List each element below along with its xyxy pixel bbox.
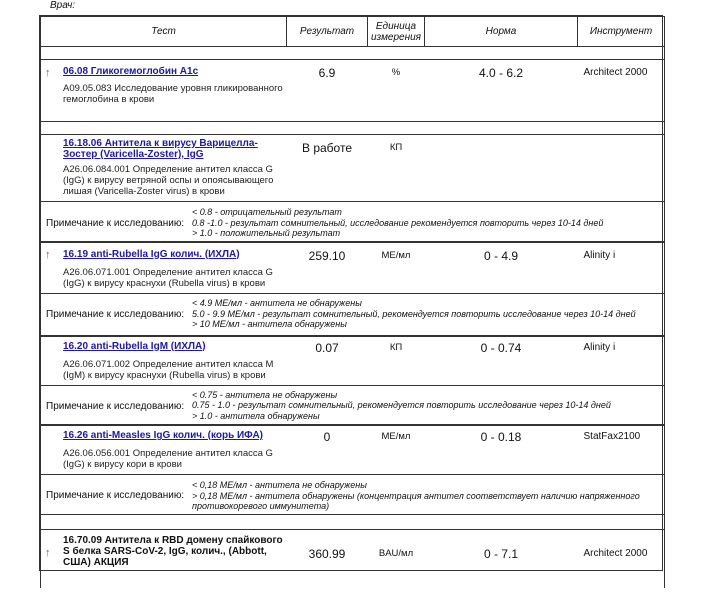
test-description: A26.06.084.001 Определение антител класса G (IgG) к вирусу ветряной оспы и опоясывающего лишая (Varicella-Zoster virus) в крови <box>63 164 274 197</box>
spacer-row <box>41 47 665 60</box>
result-value: 259.10 <box>287 242 368 294</box>
table-header-row <box>41 17 665 47</box>
test-code-label: 16.70.09 Антитела к RBD домену спайкового S белка SARS-CoV-2, IgG, колич., (Abbott, США) АКЦИЯ <box>63 535 283 568</box>
note-text: < 0.75 - антитела не обнаружены 0.75 - 1.0 - результат сомнительный, рекомендуется повторить исследование через 10-14 дней > 1.0 - антитела обнаружены <box>192 389 611 421</box>
note-row <box>41 202 665 242</box>
result-value: 0.07 <box>287 336 368 386</box>
test-code-link[interactable]: 16.19 anti-Rubella IgG колич. (ИХЛА) <box>63 248 240 260</box>
unit-value: % <box>368 60 425 122</box>
norm-value: 0 - 4.9 <box>425 242 578 294</box>
table-row <box>41 425 665 475</box>
high-flag-icon: ↑ <box>45 67 51 79</box>
doctor-label: Врач: <box>50 0 76 11</box>
spacer-row <box>41 122 665 135</box>
results-table <box>40 16 665 588</box>
norm-value: 0 - 0.18 <box>425 425 578 475</box>
instrument-value: Alinity i <box>578 242 665 294</box>
header-unit: Единица измерения <box>368 17 425 47</box>
table-row <box>41 242 665 294</box>
norm-value: 4.0 - 6.2 <box>425 60 578 122</box>
header-instrument: Инструмент <box>578 17 665 47</box>
note-row <box>41 385 665 425</box>
test-code-link[interactable]: 16.20 anti-Rubella IgM (ИХЛА) <box>63 340 206 352</box>
unit-value: МЕ/мл <box>368 425 425 475</box>
note-label: Примечание к исследованию: <box>46 400 185 412</box>
high-flag-icon: ↑ <box>45 248 51 261</box>
test-code-link[interactable]: 06.08 Гликогемоглобин A1c <box>63 66 199 77</box>
header-norm: Норма <box>425 17 578 47</box>
test-description: A26.06.071.002 Определение антител класса M (IgM) к вирусу краснухи (Rubella virus) в крови <box>63 358 274 381</box>
unit-value: BAU/мл <box>368 530 425 588</box>
instrument-value: StatFax2100 <box>578 425 665 475</box>
unit-value: КП <box>368 135 425 202</box>
note-row <box>41 475 665 515</box>
table-row <box>41 336 665 386</box>
instrument-value <box>578 135 665 202</box>
note-row <box>41 294 665 336</box>
spacer-row <box>41 515 665 530</box>
instrument-value: Alinity i <box>578 336 665 386</box>
result-value: 0 <box>287 425 368 475</box>
note-label: Примечание к исследованию: <box>46 218 185 229</box>
norm-value: 0 - 7.1 <box>425 530 578 588</box>
norm-value: 0 - 0.74 <box>425 336 578 386</box>
instrument-value: Architect 2000 <box>578 60 665 122</box>
unit-value: КП <box>368 336 425 386</box>
test-code-link[interactable]: 16.26 anti-Measles IgG колич. (корь ИФА) <box>63 430 264 441</box>
note-label: Примечание к исследованию: <box>46 490 185 501</box>
result-value: В работе <box>287 135 368 202</box>
test-description: A09.05.083 Исследование уровня гликированного гемоглобина в крови <box>63 83 283 105</box>
note-text: < 0,18 МЕ/мл - антитела не обнаружены > 0,18 МЕ/мл - антитела обнаружены (концентрация антител соответствует наличию напряженного противокоревого иммунитета) <box>192 480 640 511</box>
table-row <box>41 530 665 588</box>
header-test: Тест <box>41 17 287 47</box>
unit-value: МЕ/мл <box>368 242 425 294</box>
note-label: Примечание к исследованию: <box>46 309 185 320</box>
header-result: Результат <box>287 17 368 47</box>
test-description: A26.06.056.001 Определение антител класса G (IgG) к вирусу кори в крови <box>63 448 273 470</box>
test-description: A26.06.071.001 Определение антител класса G (IgG) к вирусу краснухи (Rubella virus) в крови <box>63 266 273 289</box>
norm-value <box>425 135 578 202</box>
results-table-frame <box>39 15 663 571</box>
test-code-link[interactable]: 16.18.06 Антитела к вирусу Варицелла-Зостер (Varicella-Zoster), IgG <box>63 138 258 160</box>
table-row <box>41 135 665 202</box>
high-flag-icon: ↑ <box>45 547 51 559</box>
table-row <box>41 60 665 122</box>
result-value: 6.9 <box>287 60 368 122</box>
instrument-value: Architect 2000 <box>578 530 665 588</box>
note-text: < 4.9 МЕ/мл - антитела не обнаружены 5.0 - 9.9 МЕ/мл - результат сомнительный, рекомендуется повторить исследование через 10-14 дней > 10 МЕ/мл - антитела обнаружены <box>192 298 636 329</box>
note-text: < 0.8 - отрицательный результат 0.8 -1.0 - результат сомнительный, исследование рекомендуется повторить через 10-14 дней > 1.0 - положительный результат <box>192 207 604 238</box>
result-value: 360.99 <box>287 530 368 588</box>
